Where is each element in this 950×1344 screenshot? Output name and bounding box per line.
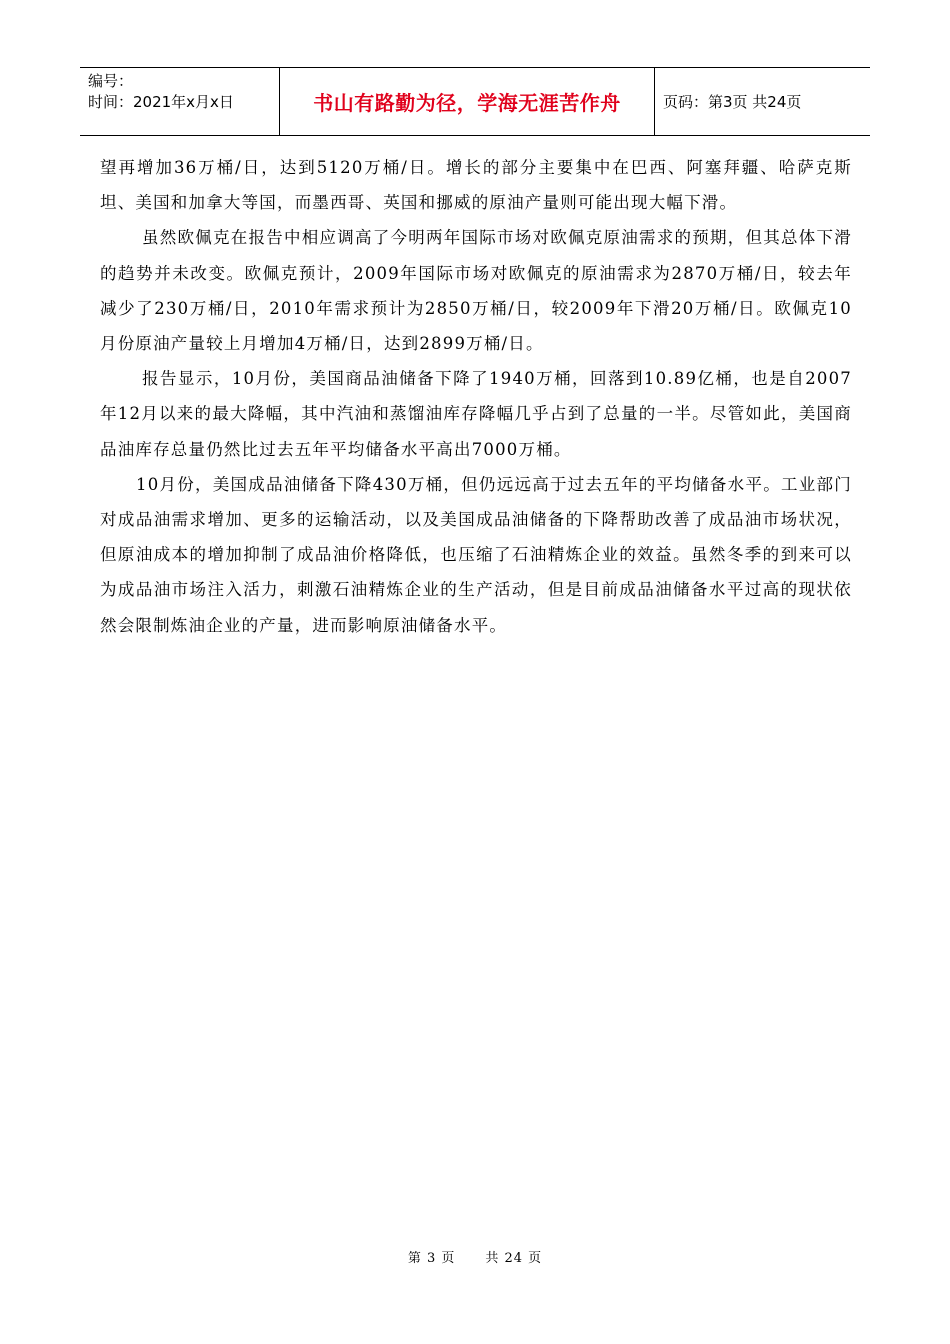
paragraph-us-commercial-oil: 报告显示，10月份，美国商品油储备下降了1940万桶，回落到10.89亿桶，也是自2007年12月以来的最大降幅，其中汽油和蒸馏油库存降幅几乎占到了总量的一半。尽管如此，美国商品油库存总量仍然比过去五年平均储备水平高出7000万桶。 — [100, 369, 852, 459]
document-header — [80, 67, 870, 136]
footer-total-pages: 共 24 页 — [485, 1251, 543, 1266]
header-motto: 书山有路勤为径，学海无涯苦作舟 — [313, 91, 621, 115]
document-date: 时间：2021年x月x日 — [88, 93, 234, 111]
paragraph-us-refined-oil: 10月份，美国成品油储备下降430万桶，但仍远远高于过去五年的平均储备水平。工业部门对成品油需求增加、更多的运输活动，以及美国成品油储备的下降帮助改善了成品油市场状况，但原油成本的增加抑制了成品油价格降低，也压缩了石油精炼企业的效益。虽然冬季的到来可以为成品油市场注入活力，刺激石油精炼企业的生产活动，但是目前成品油储备水平过高的现状依然会限制炼油企业的产量，进而影响原油储备水平。 — [100, 474, 852, 635]
document-number-label: 编号： — [88, 72, 134, 90]
header-meta — [80, 68, 280, 135]
page-info-text: 页码：第3页 共24页 — [663, 93, 802, 111]
paragraph-opec-demand: 虽然欧佩克在报告中相应调高了今明两年国际市场对欧佩克原油需求的预期，但其总体下滑的趋势并未改变。欧佩克预计，2009年国际市场对欧佩克的原油需求为2870万桶/日，较去年减少了230万桶/日，2010年需求预计为2850万桶/日，较2009年下滑20万桶/日。欧佩克10月份原油产量较上月增加4万桶/日，达到2899万桶/日。 — [100, 228, 852, 354]
paragraph-continuation: 望再增加36万桶/日，达到5120万桶/日。增长的部分主要集中在巴西、阿塞拜疆、哈萨克斯坦、美国和加拿大等国，而墨西哥、英国和挪威的原油产量则可能出现大幅下滑。 — [100, 158, 852, 213]
page-footer — [0, 1247, 950, 1266]
header-motto-cell — [280, 68, 655, 135]
footer-page-number: 第 3 页 — [407, 1251, 456, 1266]
document-body — [100, 150, 852, 643]
header-page-info — [655, 68, 870, 135]
